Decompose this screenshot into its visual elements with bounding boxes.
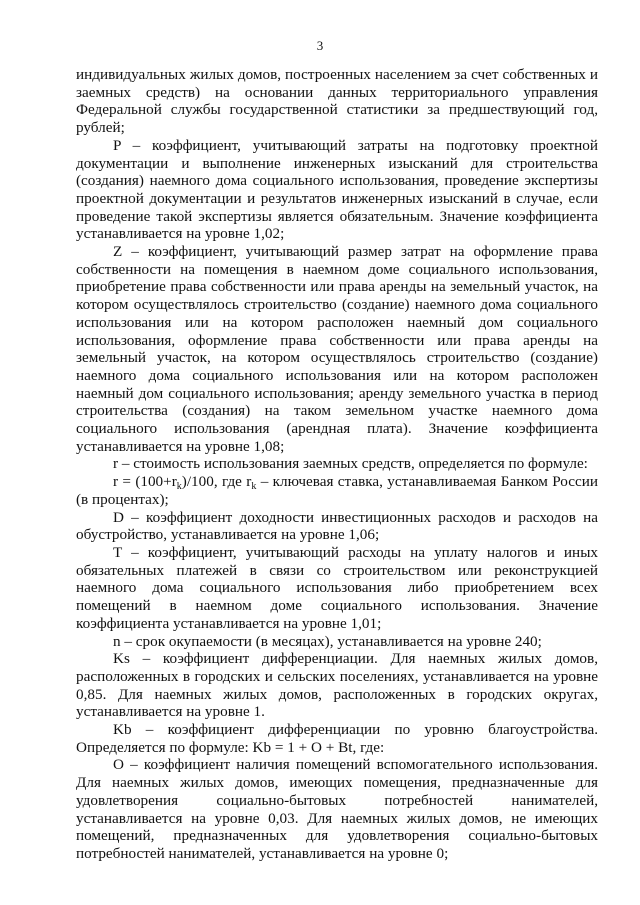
paragraph-payback-period: n – срок окупаемости (в месяцах), устанавливается на уровне 240;	[113, 632, 542, 650]
paragraph-coefficient-ks: Ks – коэффициент дифференциации. Для наемных жилых домов, расположенных в городских и сельских поселениях, устанавливается на уровне 0,85. Для наемных жилых домов, расположенных в городских округах, устанавливается на уровне 1.	[76, 650, 598, 721]
paragraph-coefficient-p: P – коэффициент, учитывающий затраты на подготовку проектной документации и выполнение инженерных изысканий для строительства (создания) наемного дома социального использования, проведение экспертизы проектной документации и результатов инженерных изысканий в случае, если проведение такой экспертизы является обязательным. Значение коэффициента устанавливается на уровне 1,02;	[76, 136, 598, 243]
paragraph-continuation: индивидуальных жилых домов, построенных населением за счет собственных и заемных средств) на основании данных территориального управления Федеральной службы государственной статистики за предшествующий год, рублей;	[76, 66, 598, 137]
paragraph-coefficient-t: T – коэффициент, учитывающий расходы на уплату налогов и иных обязательных платежей в связи со строительством или реконструкцией наемного дома социального использования либо приобретением всех помещений в наемном доме социального использования. Значение коэффициента устанавливается на уровне 1,01;	[76, 543, 598, 632]
page-number: 3	[316, 38, 324, 53]
paragraph-coefficient-kb: Kb – коэффициент дифференциации по уровню благоустройства. Определяется по формуле: Kb = 1 + O + Bt, где:	[76, 721, 598, 756]
formula-r-part3: – ключевая ставка, устанавливаемая Банком России (в процентах);	[76, 473, 599, 508]
paragraph-borrowing-cost: r – стоимость использования заемных средств, определяется по формуле:	[113, 455, 588, 473]
paragraph-formula-r	[76, 473, 598, 508]
paragraph-coefficient-z: Z – коэффициент, учитывающий размер затрат на оформление права собственности на помещения в наемном доме социального использования, приобретение права собственности или права аренды на земельный участок, на котором осуществлялось строительство (создание) наемного дома социального использования или на котором расположен наемный дом социального использования, оформление права собственности или права аренды на земельный участок, на котором осуществлялось строительство (создание) наемного дома социального использования или на котором расположен наемный дом социального использования; аренду земельного участка в период строительства (создания) на таком земельном участке наемного дома социального использования (арендная плата). Значение коэффициента устанавливается на уровне 1,08;	[76, 243, 598, 455]
paragraph-coefficient-d: D – коэффициент доходности инвестиционных расходов и расходов на обустройство, устанавливается на уровне 1,06;	[76, 508, 598, 544]
paragraph-coefficient-o: O – коэффициент наличия помещений вспомогательного использования. Для наемных жилых домов, имеющих помещения, предназначенные для удовлетворения социально-бытовых потребностей нанимателей, устанавливается на уровне 0,03. Для наемных жилых домов, не имеющих помещений, предназначенных для удовлетворения социально-бытовых потребностей нанимателей, устанавливается на уровне 0;	[76, 756, 598, 862]
formula-r-part2: )/100, где r	[181, 473, 252, 491]
formula-r-part1: r = (100+r	[113, 473, 177, 491]
document-body	[76, 66, 598, 863]
formula-r-subscript-2: k	[251, 481, 257, 493]
formula-r-subscript-1: k	[176, 481, 182, 493]
